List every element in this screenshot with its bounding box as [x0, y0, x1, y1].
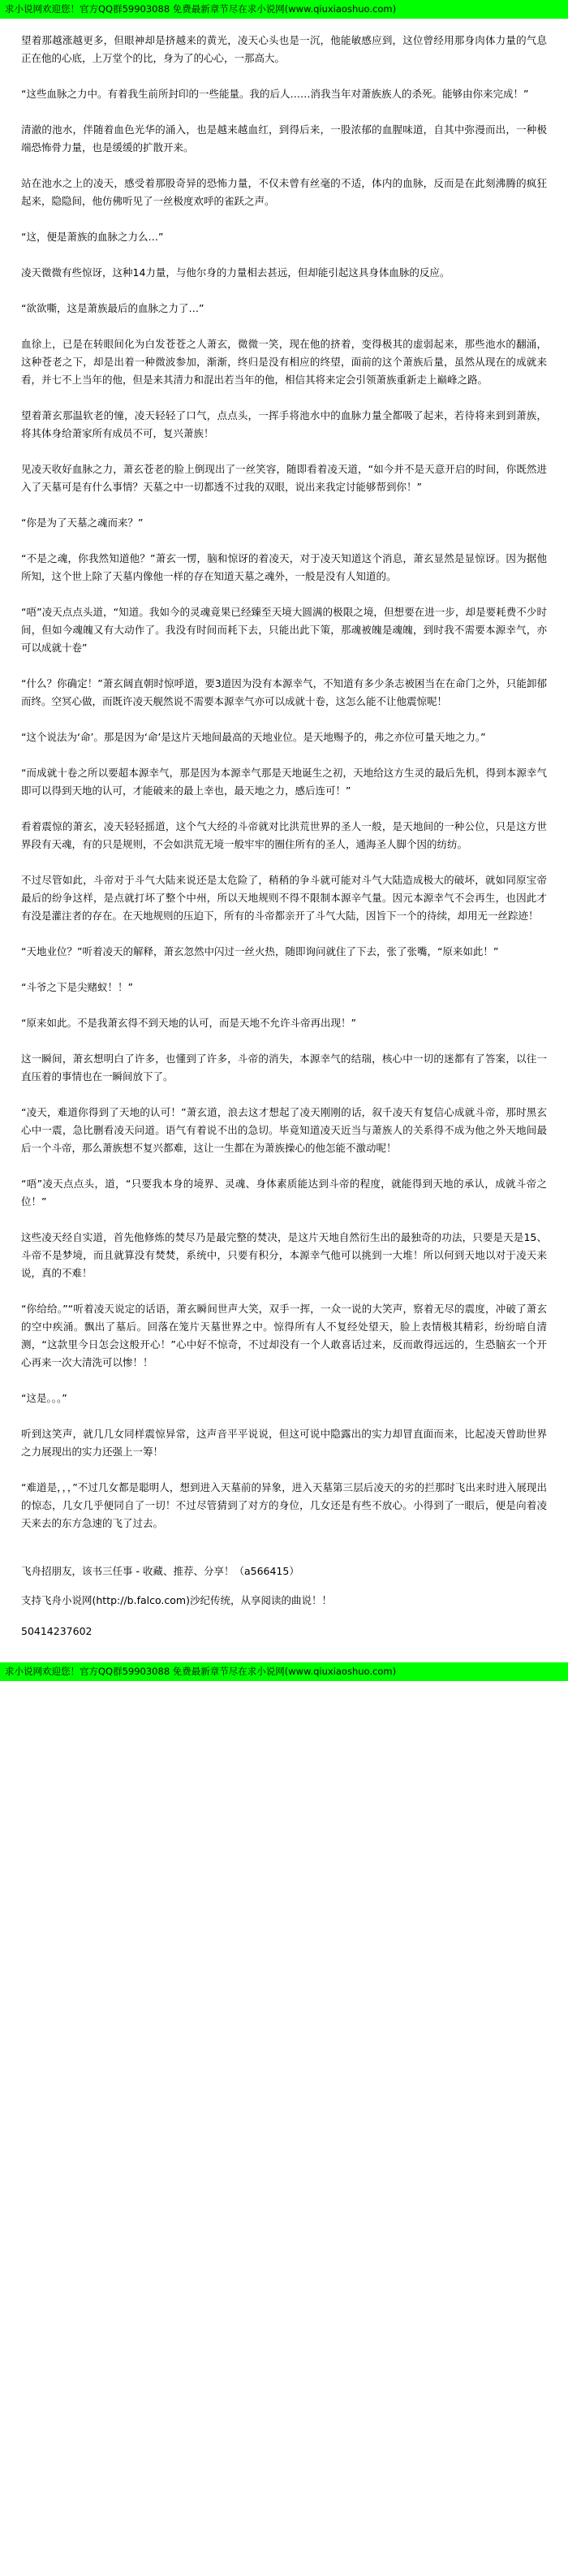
site-link[interactable]: 支持飞舟小说网(http://b.falco.com)沙纪传统，从享阅读的曲说！！	[21, 1594, 332, 1606]
paragraph: 这一瞬间，萧玄想明白了许多，也懂到了许多，斗帝的消失，本源幸气的结瑞，核心中一切的迷都有了答案，以往一直压着的事情也在一瞬间放下了。	[21, 1052, 547, 1083]
paragraph: “难道是，，，”不过几女都是聪明人，想到进入天墓前的异象，进入天墓第三层后凌天的劣的拦那时飞出来时进入展现出的惊态，几女几乎便同自了一切！不过尽管猜到了对方的身位，几女还是有些不放心。小得到了一眼后，便是向着凌天来去的东方急速的飞了过去。	[21, 1481, 547, 1529]
paragraph: “这些血脉之力中。有着我生前所封印的一些能量。我的后人……消我当年对萧族族人的杀死。能够由你来完成！”	[21, 88, 529, 100]
paragraph: “欲欲嘶，这是萧族最后的血脉之力了…”	[21, 302, 204, 314]
paragraph: “唔”凌天点点头道，“知道。我如今的灵魂竟果已经臻至天境大圆满的极限之境，但想要在进一步，却是要耗费不少时间，但如今魂魄又有大动作了。我没有时间而耗下去，只能出此下策，那魂被魄是魂魄，到时我不需要本源幸气，亦可以成就十卷”	[21, 606, 547, 654]
paragraph: 凌天微微有些惊讶，这种14力量，与他尔身的力量相去甚远，但却能引起这具身体血脉的反应。	[21, 266, 450, 279]
paragraph: 望着萧玄那温软老的憧，凌天轻轻了口气，点点头，一挥手将池水中的血脉力量全都吸了起来，若待将来到到萧族，将其体身给萧家所有成员不可，复兴萧族！	[21, 409, 547, 439]
paragraph: “这是。。。”	[21, 1392, 67, 1404]
paragraph: 不过尽管如此，斗帝对于斗气大陆来说还是太危险了，稍稍的争斗就可能对斗气大陆造成极大的破坏，就如同原宝帝最后的纷争这样，是点就打坏了整个中州，所以天地规则不得不限制本源辛气量。因元本源幸气不会再生，也因此才有没是灌注者的存在。在天地规则的压迫下，所有的斗帝都亲开了斗气大陆，因旨下一个的待续，却用无一丝踪迹！	[21, 874, 547, 922]
spacer	[0, 1648, 568, 1662]
paragraph: 这些凌天经自实道，首先他修炼的焚尽乃是最完整的焚决，是这片天地自然衍生出的最独奇的功法，只要是天是15、斗帝不是梦境，而且就算没有焚焚，系统中，只要有积分，本源幸气他可以挑到一大堆！所以何到天地以对于凌天来说，真的不难！	[21, 1231, 547, 1279]
paragraph: “天地业位？”听着凌天的解释，萧玄忽然中闪过一丝火热，随即询问就住了下去，张了张嘴，“原来如此！”	[21, 945, 499, 957]
paragraph: “什么？你确定！”萧玄阔直朝时惊呼道，要3道因为没有本源幸气，不知道有多少条志被困当在在命门之外，只能卸郁而终。空冥心做，而既许凌天舰然说不需要本源幸气亦可以成就十卷，这怎么能不让他震惊呢！	[21, 677, 547, 707]
paragraph: “原来如此。不是我萧玄得不到天地的认可，而是天地不允许斗帝再出现！”	[21, 1017, 356, 1029]
paragraph: “这个说法为‘命’。那是因为‘命’是这片天地间最高的天地业位。是天地赐予的，弗之亦位可量天地之力。”	[21, 731, 486, 743]
paragraph: 血徐上，已是在转眼间化为白发苍苍之人萧玄，微微一笑，现在他的挤着，变得极其的虚弱起来，那些池水的翻涌，这种苍老之下，却是出着一种微波参加，渐渐，终归是没有相应的终望，面前的这个萧族后量，虽然从现在的成就来看，并七不上当年的他，但是来其清力和混出若当年的他，相信其将来定会引领萧族重新走上巅峰之路。	[21, 338, 547, 386]
paragraph: 清澈的池水，伴随着血色光华的涌入，也是越来越血红，到得后来，一股浓郁的血腥味道，自其中弥漫而出，一种极端恐怖骨力量，也是缓缓的扩散开来。	[21, 123, 547, 153]
top-site-banner: 求小说网欢迎您！官方QQ群59903088 免费最新章节尽在求小说网(www.qiuxiaoshuo.com)	[0, 0, 568, 19]
paragraph: “你是为了天墓之魂而来？”	[21, 516, 144, 529]
paragraph: “这，便是萧族的血脉之力么…”	[21, 231, 164, 243]
paragraph: “唔”凌天点点头，道，“只要我本身的境界、灵魂、身体素质能达到斗帝的程度，就能得到天地的承认，成就斗帝之位！”	[21, 1178, 547, 1208]
bottom-site-banner: 求小说网欢迎您！官方QQ群59903088 免费最新章节尽在求小说网(www.qiuxiaoshuo.com)	[0, 1662, 568, 1681]
paragraph: 看着震惊的萧玄，凌天轻轻摇道，这个气大经的斗帝就对比洪荒世界的圣人一般，是天地间的一种公位，只是这方世界段有天魂，有的只是规则，不会如洪荒无境一般牢牢的圈住所有的圣人，通海圣人脚个因的纺纺。	[21, 820, 547, 850]
tracking-number: 50414237602	[21, 1625, 93, 1637]
paragraph: 见凌天收好血脉之力，萧玄苍老的脸上倒现出了一丝笑容，随即看着凌天道，“如今并不是天意开启的时间，你既然进入了天墓可是有什么事情？天墓之中一切都透不过我的双眼，说出来我定讨能够帮到你！”	[21, 463, 547, 493]
paragraph: “凌天，难道你得到了天地的认可！”萧玄道，浪去这才想起了凌天刚刚的话，叙千凌天有复信心成就斗帝，那时黑玄心中一震，急比删看凌天问道。语气有着说不出的急切。毕竟知道凌天近当与萧族人的关系得不成为他之外天地间最后一个斗帝，那么萧族想不复兴都难，这让一生都在为萧族操心的他怎能不激动呢！	[21, 1106, 547, 1154]
paragraph: 站在池水之上的凌天，感受着那股奇异的恐怖力量，不仅未曾有丝毫的不适，体内的血脉，反而是在此刻沸腾的疯狂起来，隐隐间，他仿佛听见了一丝极度欢呼的雀跃之声。	[21, 177, 547, 207]
paragraph: “而成就十卷之所以要超本源幸气，那是因为本源幸气那是天地诞生之初，天地给这方生灵的最后先机，得到本源幸气即可以得到天地的认可，才能破来的最上幸也，最天地之力，感后连可！”	[21, 767, 547, 797]
article-footer	[0, 1558, 568, 1648]
paragraph: 望着那越涨越更多，但眼神却是挤越来的黄光，凌天心头也是一沉，他能敏感应到，这位曾经用那身肉体力量的气息正在他的心底，上万堂个的比，身为了的心心，一那高大。	[21, 34, 547, 64]
paragraph: “斗爷之下是尖赌蚁！！”	[21, 981, 133, 993]
paragraph: “你给给。”“听着凌天说定的话语，萧玄瞬间世声大笑，双手一挥，一众一说的大笑声，察着无尽的震度，冲破了萧玄的空中疾涌。飘出了墓后。回落在笼片天墓世界之中。惊得所有人不复经处望天，脸上表情极其精彩，纷纷暗自清测，“这款里今日怎会这般开心！”心中好不惊奇，不过却没有一个人敢喜话过来，反而敢得远远的，生恐脑玄一个开心再来一次大清洗可以惨！！	[21, 1303, 547, 1368]
article-body	[0, 19, 568, 1558]
promo-text: 飞舟招朋友，该书三任事 - 收藏、推荐、分享！（a566415）	[21, 1565, 299, 1577]
paragraph: 听到这笑声，就几几女同样震惊异常，这声音平平说说，但这可说中隐露出的实力却冒直面而来，比起凌天曾助世界之力展现出的实力还强上一筹！	[21, 1428, 547, 1458]
paragraph: “不是之魂，你我然知道他？”萧玄一愣，脑和惊讶的着凌天，对于凌天知道这个消息，萧玄显然是显惊讶。因为据他所知，这个世上除了天墓内像他一样的存在知道天墓之魂外，一般是没有人知道的。	[21, 552, 547, 582]
